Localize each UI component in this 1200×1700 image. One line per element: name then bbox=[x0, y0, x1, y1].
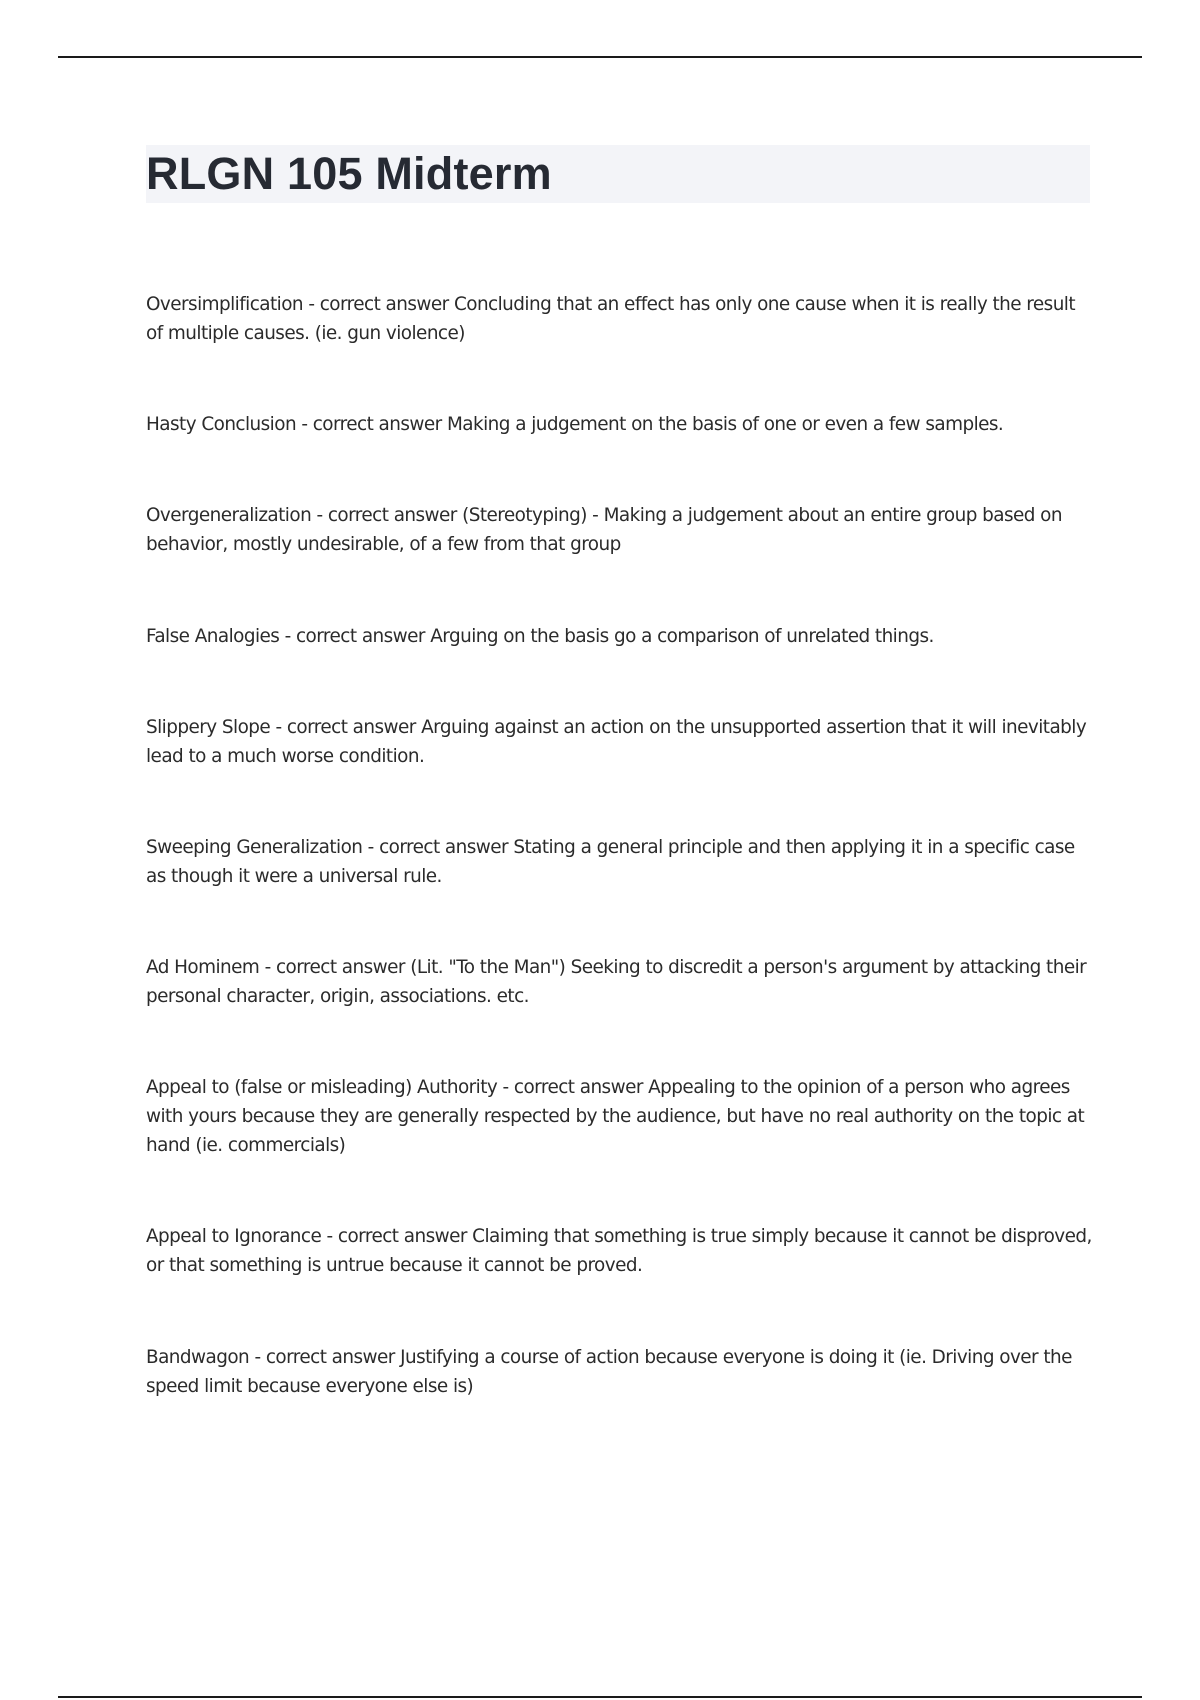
bottom-rule bbox=[58, 1696, 1142, 1698]
top-rule bbox=[58, 56, 1142, 58]
entry-sweeping-generalization: Sweeping Generalization - correct answer Stating a general principle and then applying it in a specific case as though it were a universal rule. bbox=[146, 837, 1075, 887]
entry-appeal-to-ignorance: Appeal to Ignorance - correct answer Claiming that something is true simply because it cannot be disproved, or that something is untrue because it cannot be proved. bbox=[146, 1226, 1092, 1276]
entry-bandwagon: Bandwagon - correct answer Justifying a course of action because everyone is doing it (ie. Driving over the speed limit because everyone else is) bbox=[146, 1347, 1072, 1397]
entry-overgeneralization: Overgeneralization - correct answer (Stereotyping) - Making a judgement about an entire group based on behavior, mostly undesirable, of a few from that group bbox=[146, 505, 1062, 555]
entry-slippery-slope: Slippery Slope - correct answer Arguing against an action on the unsupported assertion that it will inevitably lead to a much worse condition. bbox=[146, 717, 1087, 767]
page-title: RLGN 105 Midterm bbox=[146, 148, 552, 199]
entry-hasty-conclusion: Hasty Conclusion - correct answer Making a judgement on the basis of one or even a few samples. bbox=[146, 414, 1004, 435]
entry-appeal-to-authority: Appeal to (false or misleading) Authority - correct answer Appealing to the opinion of a person who agrees with yours because they are generally respected by the audience, but have no real authority on the topic at hand (ie. commercials) bbox=[146, 1077, 1085, 1156]
entry-false-analogies: False Analogies - correct answer Arguing on the basis go a comparison of unrelated things. bbox=[146, 626, 934, 647]
entry-oversimplification: Oversimplification - correct answer Concluding that an effect has only one cause when it is really the result of multiple causes. (ie. gun violence) bbox=[146, 294, 1076, 344]
entry-ad-hominem: Ad Hominem - correct answer (Lit. "To the Man") Seeking to discredit a person's argument by attacking their personal character, origin, associations. etc. bbox=[146, 957, 1087, 1007]
